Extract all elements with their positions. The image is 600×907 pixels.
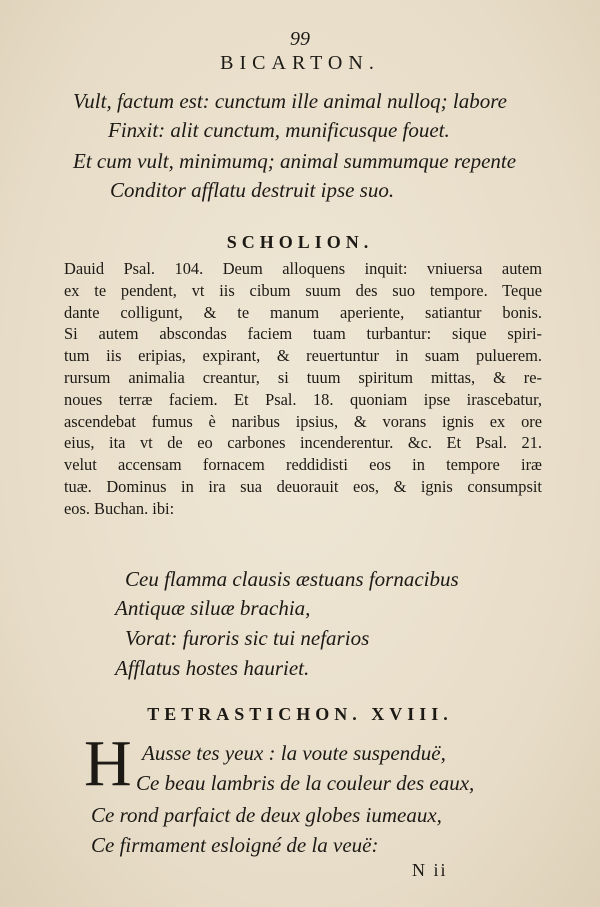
prose-line: tuæ. Dominus in ira sua deuorauit eos, & ignis consumpsit (64, 476, 542, 496)
drop-cap: H (84, 727, 132, 800)
verse1-line: Finxit: alit cunctum, munificusque fouet. (108, 118, 450, 142)
french-line: Ce beau lambris de la couleur des eaux, (136, 771, 475, 795)
french-line: Ce firmament esloigné de la veuë: (91, 833, 379, 857)
prose-line: ex te pendent, vt iis cibum suum des suo tempore. Teque (64, 280, 542, 300)
verse2-line: Ceu flamma clausis æstuans fornacibus (125, 567, 459, 591)
verse2-line: Vorat: furoris sic tui nefarios (125, 626, 370, 650)
french-line: Ce rond parfaict de deux globes iumeaux, (91, 803, 442, 827)
prose-line: velut accensam fornacem reddidisti eos in tempore iræ (64, 455, 542, 475)
prose-line: eos. Buchan. ibi: (64, 498, 175, 518)
verse2-line: Antiquæ siluæ brachia, (115, 596, 311, 620)
scholion-text (64, 258, 542, 520)
verse1-line: Vult, factum est: cunctum ille animal nulloq; labore (73, 89, 507, 113)
prose-line: dante colligunt, & te manum aperiente, satiantur bonis. (64, 302, 542, 322)
french-line: Ausse tes yeux : la voute suspenduë, (142, 741, 446, 765)
verse1-line: Et cum vult, minimumq; animal summumque repente (73, 149, 517, 173)
verse2-line: Afflatus hostes hauriet. (115, 656, 310, 680)
scholion-heading: SCHOLION. (226, 232, 374, 252)
prose-line: tum iis eripias, expirant, & reuertuntur in suam puluerem. (64, 346, 542, 366)
verse1-line: Conditor afflatu destruit ipse suo. (110, 178, 395, 202)
signature-mark: N ii (412, 860, 448, 880)
tetrastichon-heading: TETRASTICHON. XVIII. (147, 704, 453, 724)
prose-line: eius, ita vt de eo carbones incenderentur. &c. Et Psal. 21. (64, 433, 542, 453)
prose-line: ascendebat fumus è naribus ipsius, & vorans ignis ex ore (64, 411, 542, 431)
page-number: 99 (290, 28, 310, 50)
running-head: BICARTON. (220, 52, 380, 74)
prose-line: noues terræ faciem. Et Psal. 18. quoniam ipse irascebatur, (64, 389, 542, 409)
prose-line: rursum animalia creantur, si tuum spiritum mittas, & re- (64, 367, 542, 387)
prose-line: Si autem abscondas faciem tuam turbantur: sique spiri- (64, 324, 542, 344)
prose-line: Dauid Psal. 104. Deum alloquens inquit: vniuersa autem (64, 259, 542, 278)
